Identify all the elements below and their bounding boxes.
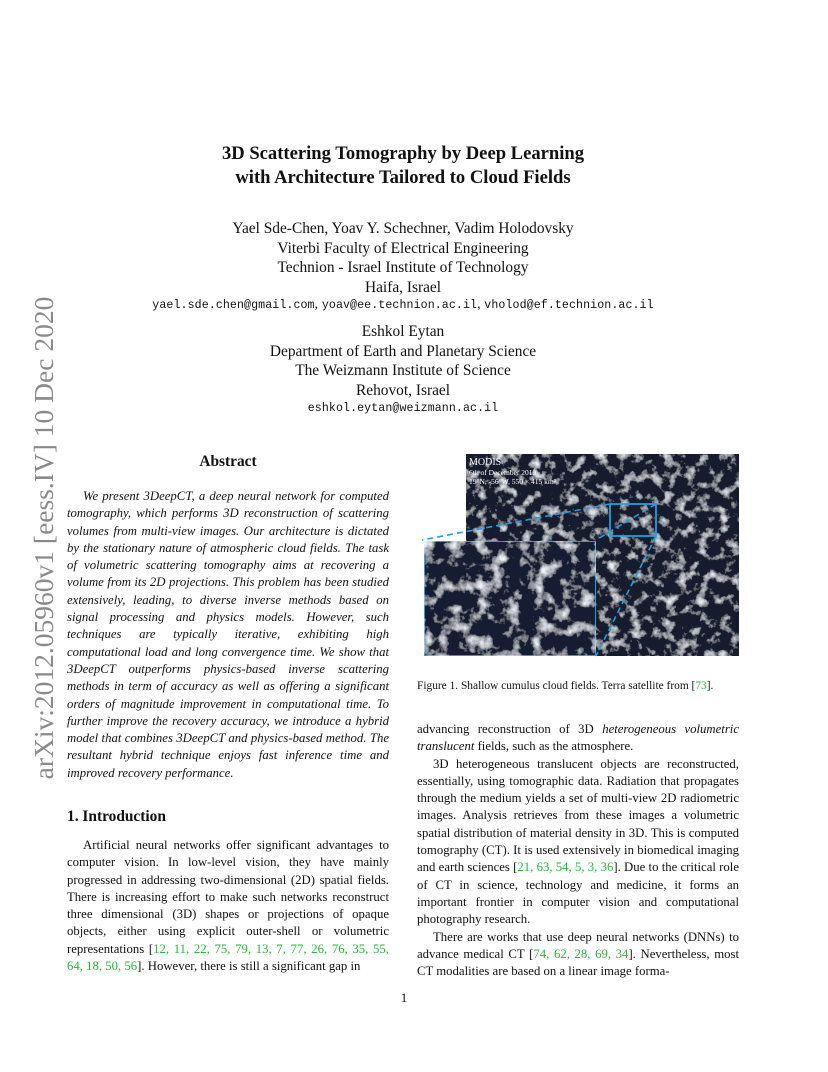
modis-date-label: 6th of December 2019 — [469, 468, 537, 477]
modis-label: MODIS — [469, 457, 502, 468]
intro-column — [67, 837, 389, 975]
figure-1-satellite-image — [420, 450, 740, 660]
author-names: Eshkol Eytan — [361, 323, 445, 340]
author-affiliation: Viterbi Faculty of Electrical Engineering — [277, 239, 529, 257]
intro-paragraph — [67, 837, 389, 975]
satellite-image-svg — [420, 450, 740, 660]
email-link[interactable]: yael.sde.chen@gmail.com — [152, 299, 315, 312]
right-paragraph-1 — [417, 756, 739, 929]
email-link[interactable]: vholod@ef.technion.ac.il — [484, 299, 654, 312]
figure-1-caption — [417, 679, 747, 694]
page-number: 1 — [400, 990, 408, 1005]
section-heading-introduction: 1. Introduction — [67, 808, 166, 825]
citation-links[interactable]: 12, 11, 22, 75, 79, 13, 7, 77, 26, 76, 35, 55, 64, 18, 50, 56 — [67, 941, 389, 974]
author-affiliation: Department of Earth and Planetary Science — [269, 342, 537, 360]
abstract-text — [67, 488, 389, 782]
citation-links[interactable]: 21, 63, 54, 5, 3, 36 — [517, 860, 614, 875]
right-paragraph-2 — [417, 929, 739, 981]
abstract-paragraph: We present 3DeepCT, a deep neural network for computed tomography, which performs 3D reconstruction of scattering volumes from multi-view images. Our architecture is dictated by the stationary nature of atmospheric cloud fields. The task of volumetric scattering tomography aims at recovering a volume from its 2D projections. This problem has been studied extensively, leading, to diverse inverse methods based on signal processing and physics models. However, such techniques are typically iterative, exhibiting high computational load and long convergence time. We show that 3DeepCT outperforms physics-based inverse scattering methods in term of accuracy as well as offering a significant orders of magnitude improvement in computational time. To further improve the recovery accuracy, we introduce a hybrid model that combines 3DeepCT and physics-based method. The resultant hybrid technique enjoys fast inference time and improved recovery performance. — [67, 489, 389, 780]
email-link[interactable]: yoav@ee.technion.ac.il — [321, 299, 478, 312]
title-line-1: 3D Scattering Tomography by Deep Learning — [221, 143, 585, 164]
right-paragraph-0 — [417, 721, 739, 756]
author-affiliation: Technion - Israel Institute of Technology — [277, 259, 529, 276]
title-line-2: with Architecture Tailored to Cloud Fields — [235, 167, 571, 188]
author-affiliation: Rehovot, Israel — [355, 381, 451, 399]
author-block-2 — [120, 322, 686, 400]
modis-coords-label: 19°N, -56°W, 550 × 415 km² — [469, 477, 556, 486]
right-column — [417, 721, 739, 980]
intro-text: Artificial neural networks offer significant advantages to computer vision. In low-level vision, they have mainly progressed in addressing two-dimensional (2D) spatial fields. There is increasing effort to make such networks reconstruct three dimensional (3D) shapes or projections of opaque objects, either using explicit outer-shell or volumetric representations [ — [67, 838, 389, 956]
author-affiliation: The Weizmann Institute of Science — [295, 362, 511, 379]
intro-text: ]. However, there is still a significant gap in — [137, 959, 361, 974]
body-text: fields, such as the atmosphere. — [474, 739, 634, 754]
citation-link[interactable]: 73 — [695, 680, 707, 692]
author-emails-1: yael.sde.chen@gmail.com, yoav@ee.technion.ac.il, vholod@ef.technion.ac.il — [152, 297, 654, 312]
caption-text: ]. — [706, 680, 714, 692]
author-block-1 — [120, 219, 686, 297]
abstract-heading: Abstract — [199, 453, 257, 470]
body-text: 3D heterogeneous translucent objects are reconstructed, essentially, using tomographic data. Radiation that propagates through the medium yields a set of multi-view 2D radiometric images. Analysis retrieves from these images a volumetric spatial distribution of material density in 3D. This is computed tomography (CT). It is used extensively in biomedical imaging and earth sciences [ — [417, 756, 739, 875]
emphasis-text: heterogeneous volumetric translucent — [417, 722, 740, 754]
body-text: ]. Nevertheless, most CT modalities are based on a linear image forma- — [417, 946, 739, 979]
arxiv-sidebar-id: arXiv:2012.05960v1 [eess.IV] 10 Dec 2020 — [28, 296, 59, 780]
caption-text: Figure 1. Shallow cumulus cloud fields. Terra satellite from [ — [417, 680, 696, 692]
author-affiliation: Haifa, Israel — [364, 278, 442, 296]
email-link[interactable]: eshkol.eytan@weizmann.ac.il — [307, 402, 499, 415]
body-text: advancing reconstruction of 3D — [417, 722, 603, 736]
body-text: There are works that use deep neural networks (DNNs) to advance medical CT [ — [417, 929, 739, 961]
paper-title — [150, 142, 656, 190]
zoomed-inset — [424, 541, 596, 656]
citation-links[interactable]: 74, 62, 28, 69, 34 — [533, 946, 629, 961]
author-email-2 — [100, 401, 706, 417]
author-names: Yael Sde-Chen, Yoav Y. Schechner, Vadim Holodovsky — [232, 220, 574, 237]
body-text: ]. Due to the critical role of CT in science, technology and medicine, it forms an important frontier in computer vision and computational photography research. — [417, 860, 739, 927]
